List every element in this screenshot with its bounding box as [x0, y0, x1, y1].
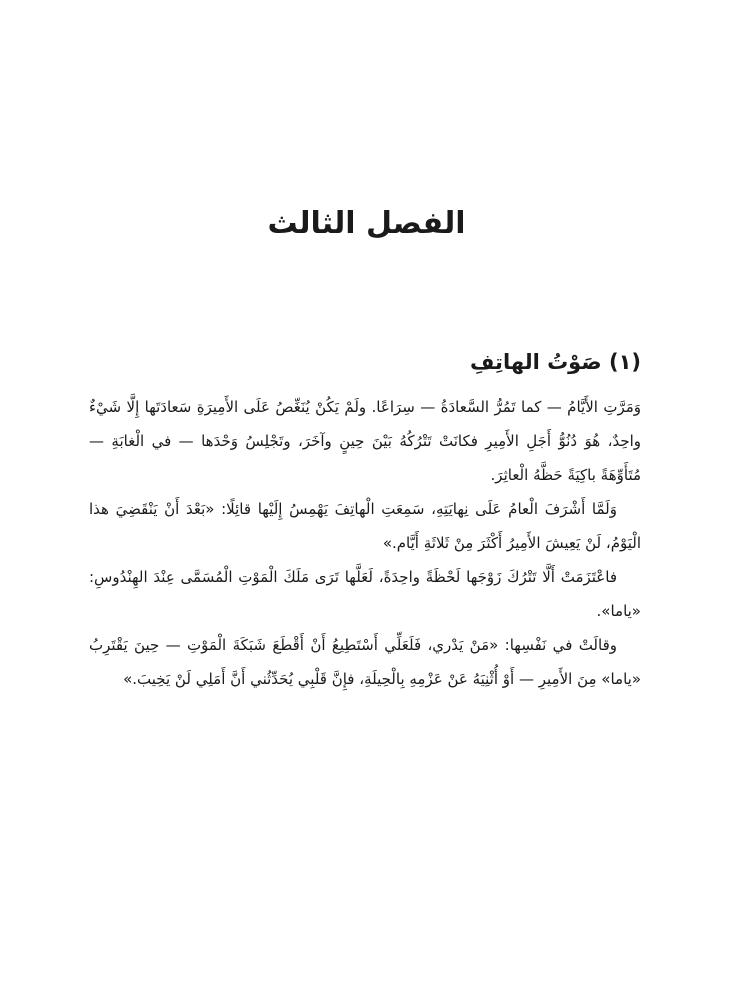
paragraph-3: فاعْتَزَمَتْ أَلَّا تَتْرُكَ زَوْجَها لَحْظَةً واحِدَةً، لَعَلَّها تَرَى مَلَكَ الْمَوْتِ الْمُسَمَّى عِنْدَ الهِنْدُوسِ: «ياما». — [89, 568, 641, 620]
paragraph-4: وقالَتْ في نَفْسِها: «مَنْ يَدْري، فَلَعَلِّي أَسْتَطِيعُ أَنْ أَقْطَعَ شَبَكَةَ الْمَوْتِ — حِينَ يَقْتَرِبُ «ياما» مِنَ الأَمِيرِ — أَوْ أُثْنِيَهُ عَنْ عَزْمِهِ بِالْحِيلَةِ، فإِنَّ قَلْبِي يُحَدِّثُني أَنَّ أَمَلِي لَنْ يَخِيبَ.» — [89, 636, 641, 688]
paragraph-1: وَمَرَّتِ الأَيَّامُ — كما تَمُرُّ السَّعادَةُ — سِرَاعًا. ولَمْ يَكُنْ يُنَغِّصُ عَلَى الأَمِيرَةِ سَعادَتَها إِلَّا شَيْءٌ واحِدٌ، هُوَ دُنُوُّ أَجَلِ الأَمِيرِ فكانَتْ تَتْرُكُهُ بَيْنَ حِينٍ وآخَرَ، وتَجْلِسُ وَحْدَها — في الْغابَةِ — مُتَأَوِّهَةً باكِيَةً حَظَّهُ الْعاثِرَ. — [89, 398, 641, 484]
paragraph-2: وَلَمَّا أَشْرَفَ الْعامُ عَلَى نِهايَتِهِ، سَمِعَتِ الْهاتِفَ يَهْمِسُ إِلَيْها قائِلًا: «بَعْدَ أَنْ يَنْقَضِيَ هذا الْيَوْمُ، لَنْ يَعِيشَ الأَمِيرُ أَكْثَرَ مِنْ ثَلاثَةِ أَيَّام.» — [89, 500, 641, 552]
section-heading: (١) صَوْتُ الهاتِفِ — [470, 350, 641, 374]
chapter-title: الفصل الثالث — [267, 206, 466, 241]
chapter-body — [89, 390, 641, 696]
